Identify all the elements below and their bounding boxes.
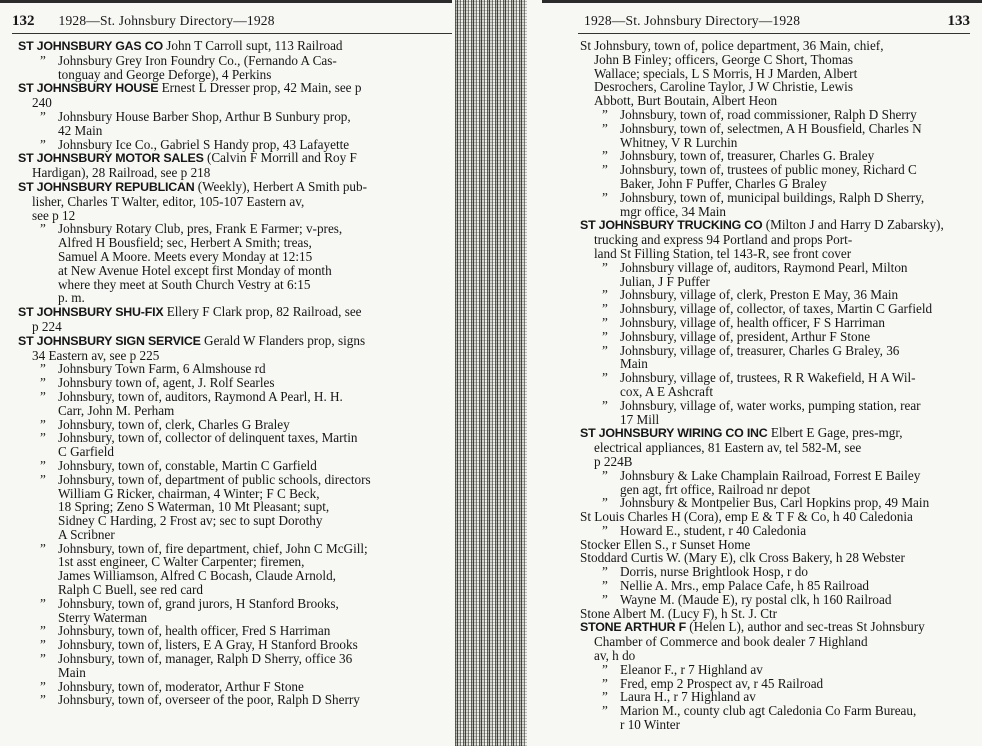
- entry-line: p 224B: [594, 453, 633, 469]
- entry-line: Main: [620, 356, 648, 372]
- ditto-mark: ”: [40, 430, 46, 446]
- directory-column: [580, 39, 972, 732]
- entry-line: St Louis Charles H (Cora), emp E & T F & Co, h 40 Caledonia: [580, 509, 913, 525]
- ditto-mark: ”: [602, 675, 608, 691]
- entry-line: Johnsbury, town of, moderator, Arthur F Stone: [58, 678, 304, 694]
- directory-entry: [580, 663, 972, 677]
- directory-entry: [580, 565, 972, 579]
- entry-line: tonguay and George Deforge), 4 Perkins: [58, 66, 272, 82]
- header-rule: [12, 33, 452, 34]
- entry-line: C Garfield: [58, 444, 115, 460]
- entry-line: Johnsbury Rotary Club, pres, Frank E Farmer; v-pres,: [58, 221, 343, 237]
- entry-line: (Milton J and Harry D Zabarsky),: [762, 217, 944, 233]
- entry-line: Johnsbury, town of, collector of delinquent taxes, Martin: [58, 430, 358, 446]
- entry-line: Sterry Waterman: [58, 609, 148, 625]
- ditto-mark: ”: [602, 522, 608, 538]
- page-number: 133: [947, 12, 970, 29]
- directory-entry: [580, 316, 972, 330]
- directory-entry: [18, 693, 452, 707]
- directory-entry: [580, 677, 972, 691]
- page-header: [584, 10, 970, 32]
- entry-line: see p 12: [32, 207, 76, 223]
- entry-line: 18 Spring; Zeno S Waterman, 10 Mt Pleasant; supt,: [58, 499, 330, 515]
- directory-column: [18, 39, 452, 707]
- entry-line: 42 Main: [58, 122, 103, 138]
- directory-entry: [580, 330, 972, 344]
- ditto-mark: ”: [602, 259, 608, 275]
- running-head: 1928—St. Johnsbury Directory—1928: [58, 13, 275, 28]
- entry-line: Johnsbury, village of, clerk, Preston E May, 36 Main: [620, 287, 899, 303]
- ditto-mark: ”: [40, 678, 46, 694]
- entry-line: Johnsbury, town of, constable, Martin C Garfield: [58, 457, 317, 473]
- top-border: [542, 0, 982, 3]
- entry-line: Johnsbury, town of, auditors, Raymond A Pearl, H. H.: [58, 388, 343, 404]
- entry-line: Dorris, nurse Brightlook Hosp, r do: [620, 564, 808, 580]
- entry-line: Johnsbury, town of, treasurer, Charles G. Braley: [620, 148, 875, 164]
- directory-entry: [580, 690, 972, 704]
- entry-line: Johnsbury, town of, municipal buildings, Ralph D Sherry,: [620, 189, 925, 205]
- directory-entry: [18, 362, 452, 376]
- entry-line: Marion M., county club agt Caledonia Co Farm Bureau,: [620, 703, 917, 719]
- ditto-mark: ”: [40, 595, 46, 611]
- entry-line: Johnsbury, town of, listers, E A Gray, H Stanford Brooks: [58, 637, 358, 653]
- entry-line: Hardigan), 28 Railroad, see p 218: [32, 165, 211, 181]
- ditto-mark: ”: [40, 108, 46, 124]
- entry-heading: ST JOHNSBURY MOTOR SALES: [18, 151, 204, 166]
- entry-line: 17 Mill: [620, 411, 660, 427]
- entry-line: (Helen L), author and sec-treas St Johnsbury: [685, 619, 925, 635]
- entry-line: John B Finley; officers, George C Short, Thomas: [594, 51, 853, 67]
- entry-line: Laura H., r 7 Highland av: [620, 689, 756, 705]
- ditto-mark: ”: [602, 661, 608, 677]
- ditto-mark: ”: [602, 689, 608, 705]
- ditto-mark: ”: [40, 361, 46, 377]
- entry-line: Johnsbury, town of, fire department, chief, John C McGill;: [58, 540, 368, 556]
- directory-entry: [580, 218, 972, 260]
- directory-entry: [580, 261, 972, 289]
- entry-line: (Weekly), Herbert A Smith pub-: [194, 178, 368, 194]
- entry-line: r 10 Winter: [620, 717, 681, 733]
- entry-line: Johnsbury, town of, health officer, Fred S Harriman: [58, 623, 331, 639]
- entry-line: 240: [32, 95, 52, 111]
- ditto-mark: ”: [602, 106, 608, 122]
- entry-line: John T Carroll supt, 113 Railroad: [162, 38, 343, 53]
- ditto-mark: ”: [40, 623, 46, 639]
- entry-heading: ST JOHNSBURY HOUSE: [18, 81, 159, 96]
- ditto-mark: ”: [602, 370, 608, 386]
- entry-line: electrical appliances, 81 Eastern av, tel 582-M, see: [594, 440, 862, 456]
- directory-entry: [580, 39, 972, 108]
- directory-entry: [580, 122, 972, 150]
- entry-line: Stone Albert M. (Lucy F), h St. J. Ctr: [580, 605, 778, 621]
- directory-entry: [18, 542, 452, 597]
- entry-line: Carr, John M. Perham: [58, 402, 175, 418]
- directory-entry: [18, 473, 452, 542]
- entry-heading: ST JOHNSBURY GAS CO: [18, 39, 163, 53]
- ditto-mark: ”: [40, 651, 46, 667]
- directory-entry: [580, 496, 972, 510]
- entry-line: Whitney, V R Lurchin: [620, 134, 738, 150]
- entry-line: Nellie A. Mrs., emp Palace Cafe, h 85 Railroad: [620, 578, 870, 594]
- entry-line: Gerald W Flanders prop, signs: [200, 332, 366, 348]
- entry-line: Johnsbury, town of, road commissioner, Ralph D Sherry: [620, 106, 917, 122]
- ditto-mark: ”: [40, 457, 46, 473]
- entry-line: land St Filling Station, tel 143-R, see front cover: [594, 245, 852, 261]
- directory-entry: [18, 431, 452, 459]
- directory-entry: [18, 138, 452, 152]
- entry-line: Johnsbury Town Farm, 6 Almshouse rd: [58, 361, 266, 377]
- entry-line: Howard E., student, r 40 Caledonia: [620, 522, 807, 538]
- book-gutter: [455, 0, 527, 746]
- directory-entry: [580, 399, 972, 427]
- entry-line: Baker, John F Puffer, Charles G Braley: [620, 175, 827, 191]
- directory-entry: [580, 593, 972, 607]
- entry-line: cox, A E Ashcraft: [620, 383, 714, 399]
- entry-line: William G Ricker, chairman, 4 Winter; F C Beck,: [58, 485, 320, 501]
- page-number: 132: [12, 12, 35, 29]
- entry-line: Johnsbury, town of, manager, Ralph D Sherry, office 36: [58, 651, 353, 667]
- entry-heading: ST JOHNSBURY SIGN SERVICE: [18, 333, 201, 348]
- entry-line: Johnsbury Grey Iron Foundry Co., (Fernando A Cas-: [58, 52, 337, 68]
- ditto-mark: ”: [40, 471, 46, 487]
- ditto-mark: ”: [602, 495, 608, 511]
- directory-entry: [580, 163, 972, 191]
- entry-line: Sidney C Harding, 2 Frost av; sec to supt Dorothy: [58, 513, 323, 529]
- entry-line: Johnsbury, village of, treasurer, Charles G Braley, 36: [620, 342, 900, 358]
- entry-line: p. m.: [58, 290, 85, 306]
- entry-line: gen agt, frt office, Railroad nr depot: [620, 481, 811, 497]
- entry-line: Johnsbury House Barber Shop, Arthur B Sunbury prop,: [58, 108, 351, 124]
- entry-line: Johnsbury, village of, collector, of taxes, Martin C Garfield: [620, 301, 933, 317]
- ditto-mark: ”: [602, 148, 608, 164]
- entry-line: Wayne M. (Maude E), ry postal clk, h 160 Railroad: [620, 591, 892, 607]
- ditto-mark: ”: [602, 301, 608, 317]
- directory-entry: [18, 652, 452, 680]
- entry-line: mgr office, 34 Main: [620, 203, 726, 219]
- directory-entry: [18, 638, 452, 652]
- entry-line: Johnsbury village of, auditors, Raymond Pearl, Milton: [620, 259, 908, 275]
- directory-entry: [580, 524, 972, 538]
- entry-line: lisher, Charles T Walter, editor, 105-107 Eastern av,: [32, 193, 305, 209]
- entry-line: Main: [58, 664, 86, 680]
- ditto-mark: ”: [40, 136, 46, 152]
- entry-heading: ST JOHNSBURY WIRING CO INC: [580, 426, 768, 441]
- directory-entry: [18, 334, 452, 363]
- ditto-mark: ”: [40, 416, 46, 432]
- directory-entry: [580, 579, 972, 593]
- directory-entry: [580, 620, 972, 662]
- entry-line: Johnsbury, village of, trustees, R R Wakefield, H A Wil-: [620, 370, 916, 386]
- ditto-mark: ”: [602, 162, 608, 178]
- directory-entry: [18, 39, 452, 54]
- page-header: [12, 10, 452, 32]
- entry-heading: ST JOHNSBURY SHU-FIX: [18, 305, 164, 320]
- directory-entry: [580, 704, 972, 732]
- entry-line: Johnsbury & Montpelier Bus, Carl Hopkins prop, 49 Main: [620, 495, 930, 511]
- entry-line: Stoddard Curtis W. (Mary E), clk Cross Bakery, h 28 Webster: [580, 550, 905, 566]
- directory-entry: [580, 302, 972, 316]
- ditto-mark: ”: [602, 120, 608, 136]
- entry-line: (Calvin F Morrill and Roy F: [203, 150, 357, 166]
- directory-entry: [580, 108, 972, 122]
- entry-line: Ralph C Buell, see red card: [58, 582, 204, 598]
- entry-line: James Williamson, Alfred C Bocash, Claude Arnold,: [58, 568, 336, 584]
- entry-line: Johnsbury, town of, overseer of the poor, Ralph D Sherry: [58, 692, 360, 708]
- directory-entry: [18, 180, 452, 222]
- entry-line: 1st asst engineer, C Walter Carpenter; firemen,: [58, 554, 305, 570]
- entry-line: Johnsbury, town of, trustees of public money, Richard C: [620, 162, 917, 178]
- directory-entry: [580, 510, 972, 524]
- ditto-mark: ”: [602, 328, 608, 344]
- entry-line: Alfred H Bousfield; sec, Herbert A Smith; treas,: [58, 235, 312, 251]
- ditto-mark: ”: [40, 221, 46, 237]
- entry-heading: ST JOHNSBURY TRUCKING CO: [580, 218, 763, 233]
- directory-entry: [18, 222, 452, 305]
- entry-line: Chamber of Commerce and book dealer 7 Highland: [594, 634, 868, 650]
- directory-entry: [18, 418, 452, 432]
- right-page: [512, 0, 982, 746]
- entry-line: Johnsbury & Lake Champlain Railroad, Forrest E Bailey: [620, 467, 921, 483]
- directory-entry: [18, 151, 452, 180]
- directory-entry: [580, 469, 972, 497]
- entry-line: Johnsbury Ice Co., Gabriel S Handy prop, 43 Lafayette: [58, 136, 350, 152]
- ditto-mark: ”: [602, 314, 608, 330]
- entry-line: St Johnsbury, town of, police department, 36 Main, chief,: [580, 38, 884, 53]
- entry-line: p 224: [32, 318, 62, 334]
- ditto-mark: ”: [40, 692, 46, 708]
- ditto-mark: ”: [602, 703, 608, 719]
- directory-entry: [580, 551, 972, 565]
- ditto-mark: ”: [602, 287, 608, 303]
- ditto-mark: ”: [40, 375, 46, 391]
- directory-entry: [580, 607, 972, 621]
- directory-entry: [580, 371, 972, 399]
- ditto-mark: ”: [602, 591, 608, 607]
- directory-entry: [18, 597, 452, 625]
- directory-entry: [580, 426, 972, 468]
- ditto-mark: ”: [602, 564, 608, 580]
- top-border: [0, 0, 452, 3]
- entry-line: Samuel A Moore. Meets every Monday at 12:15: [58, 248, 313, 264]
- entry-line: Johnsbury, town of, grand jurors, H Stanford Brooks,: [58, 595, 339, 611]
- ditto-mark: ”: [40, 388, 46, 404]
- entry-line: Johnsbury, town of, selectmen, A H Bousfield, Charles N: [620, 120, 922, 136]
- ditto-mark: ”: [602, 578, 608, 594]
- entry-line: Fred, emp 2 Prospect av, r 45 Railroad: [620, 675, 824, 691]
- entry-heading: STONE ARTHUR F: [580, 620, 686, 635]
- directory-entry: [580, 344, 972, 372]
- entry-line: Wallace; specials, L S Morris, H J Marden, Albert: [594, 65, 858, 81]
- ditto-mark: ”: [602, 189, 608, 205]
- directory-entry: [18, 110, 452, 138]
- directory-entry: [18, 81, 452, 110]
- entry-line: Abbott, Burt Boutain, Albert Heon: [594, 93, 778, 109]
- entry-line: Johnsbury, village of, water works, pumping station, rear: [620, 397, 921, 413]
- entry-line: A Scribner: [58, 526, 115, 542]
- entry-line: at New Avenue Hotel except first Monday of month: [58, 262, 332, 278]
- directory-entry: [18, 624, 452, 638]
- ditto-mark: ”: [40, 52, 46, 68]
- entry-line: Ellery F Clark prop, 82 Railroad, see: [163, 304, 362, 320]
- entry-line: Johnsbury, town of, department of public schools, directors: [58, 471, 371, 487]
- entry-line: 34 Eastern av, see p 225: [32, 347, 160, 363]
- ditto-mark: ”: [602, 467, 608, 483]
- header-rule: [578, 33, 970, 34]
- directory-entry: [18, 680, 452, 694]
- ditto-mark: ”: [40, 540, 46, 556]
- running-head: 1928—St. Johnsbury Directory—1928: [584, 13, 801, 28]
- entry-line: Johnsbury, village of, health officer, F S Harriman: [620, 314, 885, 330]
- entry-line: av, h do: [594, 648, 636, 664]
- directory-entry: [18, 305, 452, 334]
- entry-line: trucking and express 94 Portland and props Port-: [594, 232, 853, 248]
- entry-line: Julian, J F Puffer: [620, 273, 710, 289]
- entry-line: Stocker Ellen S., r Sunset Home: [580, 536, 751, 552]
- directory-entry: [18, 376, 452, 390]
- entry-line: Elbert E Gage, pres-mgr,: [767, 425, 903, 441]
- directory-entry: [580, 149, 972, 163]
- entry-line: Eleanor F., r 7 Highland av: [620, 661, 763, 677]
- directory-entry: [580, 288, 972, 302]
- ditto-mark: ”: [602, 342, 608, 358]
- ditto-mark: ”: [40, 637, 46, 653]
- entry-line: Desrochers, Caroline Taylor, J W Christie, Lewis: [594, 79, 853, 95]
- entry-line: Johnsbury, town of, clerk, Charles G Braley: [58, 416, 290, 432]
- directory-entry: [580, 538, 972, 552]
- entry-line: Johnsbury, village of, president, Arthur F Stone: [620, 328, 871, 344]
- directory-entry: [18, 390, 452, 418]
- left-page: [0, 0, 470, 746]
- entry-line: where they meet at South Church Vestry at 6:15: [58, 276, 311, 292]
- entry-line: Johnsbury town of, agent, J. Rolf Searles: [58, 375, 275, 391]
- entry-line: Ernest L Dresser prop, 42 Main, see p: [158, 80, 362, 96]
- directory-entry: [18, 459, 452, 473]
- ditto-mark: ”: [602, 397, 608, 413]
- entry-heading: ST JOHNSBURY REPUBLICAN: [18, 179, 195, 194]
- directory-entry: [18, 54, 452, 82]
- directory-entry: [580, 191, 972, 219]
